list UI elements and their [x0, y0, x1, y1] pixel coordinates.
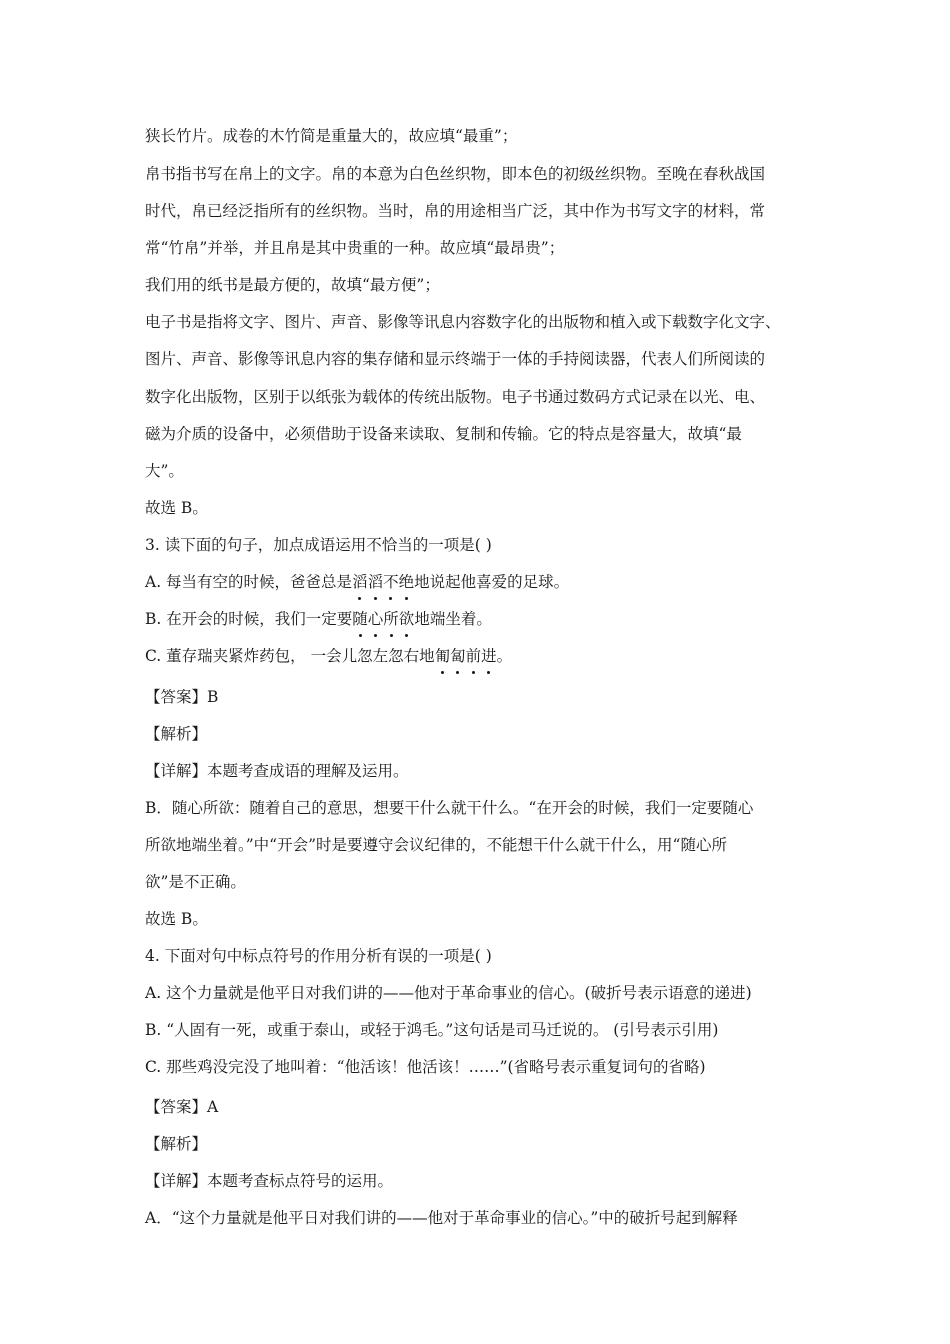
text-line: 磁为介质的设备中，必须借助于设备来读取、复制和传输。它的特点是容量大，故填“最	[145, 425, 742, 443]
text-line: 图片、声音、影像等讯息内容的集存储和显示终端于一体的手持阅读器，代表人们所阅读的	[145, 350, 766, 368]
dotted-idiom	[435, 647, 497, 665]
option-text: A. 每当有空的时候，爸爸总是	[145, 573, 353, 591]
detail-line: 【详解】本题考查标点符号的运用。	[145, 1172, 394, 1190]
option-text: 地说起他喜爱的足球。	[414, 573, 570, 591]
dotted-char: 滔	[352, 573, 368, 591]
option-text: C. 董存瑞夹紧炸药包， 一会儿忽左忽右地	[145, 647, 435, 665]
text-line: 帛书指书写在帛上的文字。帛的本意为白色丝织物，即本色的初级丝织物。至晚在春秋战国	[145, 165, 766, 183]
option-text: B. 在开会的时候，我们一定要	[145, 610, 353, 628]
question-4-option-c: C. 那些鸡没完没了地叫着：“他活该！他活该！……”(省略号表示重复词句的省略)	[145, 1058, 706, 1076]
text-line: B．随心所欲：随着自己的意思，想要干什么就干什么。“在开会的时候，我们一定要随心	[145, 799, 754, 817]
dotted-char: 所	[383, 610, 399, 628]
question-3-option-a	[145, 571, 815, 593]
answer-label: 【答案】B	[145, 688, 219, 706]
question-4-option-b: B. “人固有一死，或重于泰山，或轻于鸿毛。”这句话是司马迁说的。 (引号表示引用)	[145, 1021, 719, 1039]
text-line: 电子书是指将文字、图片、声音、影像等讯息内容数字化的出版物和植入或下载数字化文字、	[145, 313, 781, 331]
text-line: 所欲地端坐着。”中“开会”时是要遵守会议纪律的，不能想干什么就干什么，用“随心所	[145, 836, 727, 854]
dotted-idiom	[352, 573, 414, 591]
dotted-char: 前	[465, 647, 482, 665]
answer-label: 【答案】A	[145, 1098, 219, 1116]
question-3-option-b	[145, 608, 815, 630]
dotted-char: 心	[367, 610, 384, 628]
dotted-char: 绝	[398, 573, 415, 591]
question-4-option-a: A. 这个力量就是他平日对我们讲的——他对于革命事业的信心。(破折号表示语意的递进)	[145, 984, 752, 1002]
question-3-stem: 3. 读下面的句子，加点成语运用不恰当的一项是( )	[145, 536, 492, 554]
option-text: 地端坐着。	[414, 610, 492, 628]
text-line: A．“这个力量就是他平日对我们讲的——他对于革命事业的信心。”中的破折号起到解释	[145, 1209, 738, 1227]
dotted-char: 不	[383, 573, 399, 591]
text-line: 故选 B。	[145, 499, 208, 517]
text-line: 狭长竹片。成卷的木竹简是重量大的，故应填“最重”；	[145, 127, 518, 145]
analysis-label: 【解析】	[145, 1135, 208, 1153]
dotted-char: 匍	[434, 647, 451, 665]
text-line: 常“竹帛”并举，并且帛是其中贵重的一种。故应填“最昂贵”；	[145, 239, 565, 257]
text-line: 数字化出版物，区别于以纸张为载体的传统出版物。电子书通过数码方式记录在以光、电、	[145, 388, 766, 406]
dotted-char: 欲	[398, 610, 415, 628]
dotted-char: 随	[352, 610, 368, 628]
detail-line: 【详解】本题考查成语的理解及运用。	[145, 762, 409, 780]
text-line: 时代，帛已经泛指所有的丝织物。当时，帛的用途相当广泛，其中作为书写文字的材料，常	[145, 202, 766, 220]
dotted-idiom	[352, 610, 414, 628]
text-line: 故选 B。	[145, 910, 208, 928]
text-line: 我们用的纸书是最方便的，故填“最方便”；	[145, 276, 440, 294]
dotted-char: 匐	[450, 647, 466, 665]
question-4-stem: 4. 下面对句中标点符号的作用分析有误的一项是( )	[145, 947, 492, 965]
dotted-char: 滔	[367, 573, 384, 591]
text-line: 欲”是不正确。	[145, 873, 246, 891]
question-3-option-c	[145, 645, 815, 667]
dotted-char: 进	[481, 647, 497, 665]
analysis-label: 【解析】	[145, 725, 208, 743]
text-line: 大”。	[145, 462, 184, 480]
option-text: 。	[496, 647, 513, 665]
